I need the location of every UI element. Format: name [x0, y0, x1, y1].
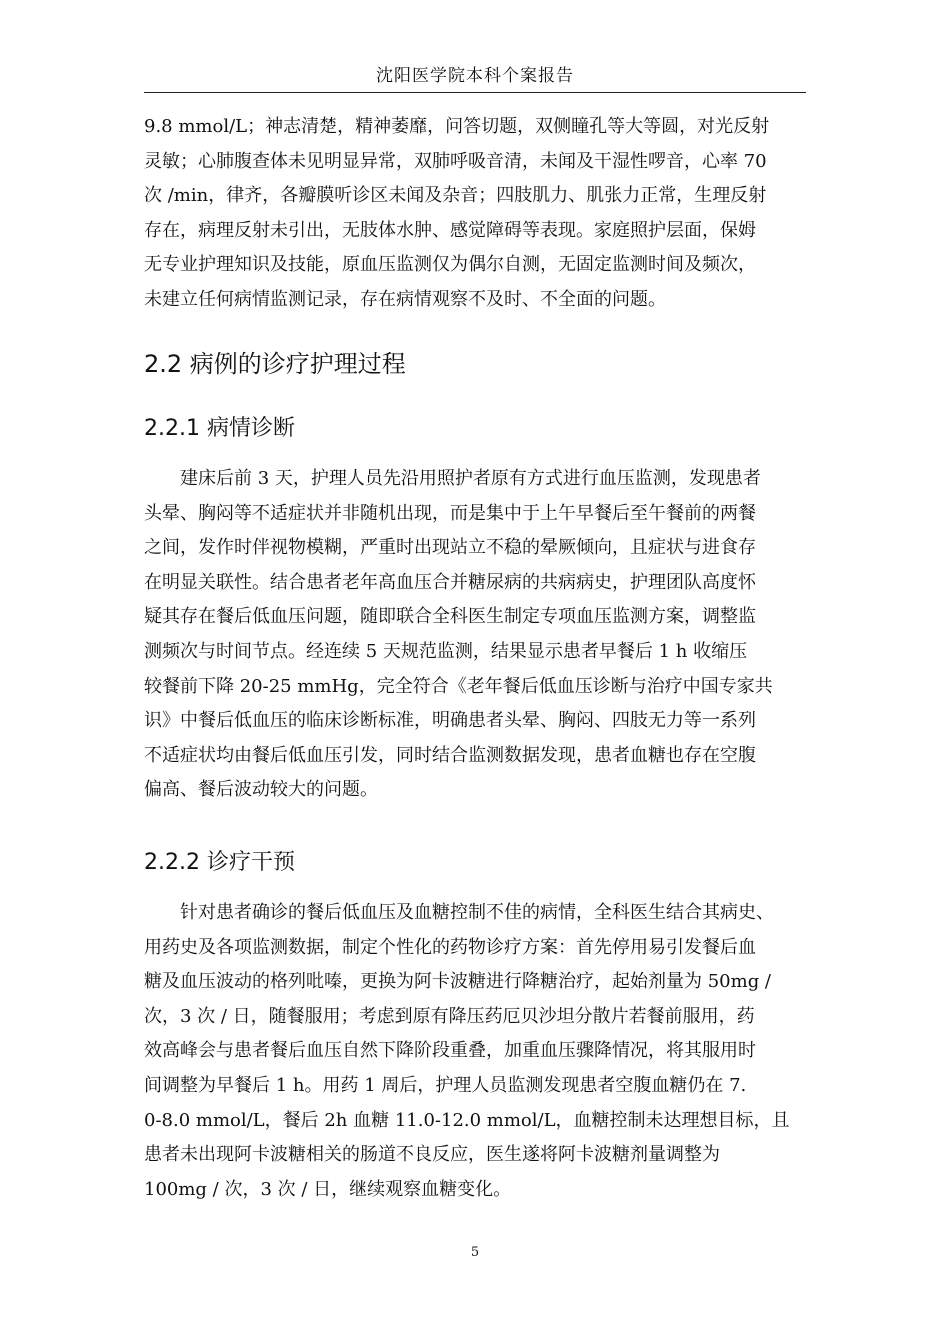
- paragraph-line: 较餐前下降 20-25 mmHg，完全符合《老年餐后低血压诊断与治疗中国专家共: [144, 675, 773, 697]
- section-heading-2-2-1: 2.2.1 病情诊断: [144, 416, 295, 441]
- paragraph-line: 次，3 次 / 日，随餐服用；考虑到原有降压药厄贝沙坦分散片若餐前服用，药: [144, 1005, 755, 1027]
- paragraph-line: 患者未出现阿卡波糖相关的肠道不良反应，医生遂将阿卡波糖剂量调整为: [144, 1144, 720, 1166]
- paragraph-line: 测频次与时间节点。经连续 5 天规范监测，结果显示患者早餐后 1 h 收缩压: [144, 640, 748, 662]
- paragraph-line: 存在，病理反射未引出，无肢体水肿、感觉障碍等表现。家庭照护层面，保姆: [144, 219, 756, 241]
- paragraph-diagnosis: [144, 462, 808, 808]
- paragraph-line: 识》中餐后低血压的临床诊断标准，明确患者头晕、胸闷、四肢无力等一系列: [144, 710, 756, 732]
- paragraph-line: 9.8 mmol/L；神志清楚，精神萎靡，问答切题，双侧瞳孔等大等圆，对光反射: [144, 116, 770, 137]
- page-header: [144, 62, 806, 93]
- paragraph-line: 糖及血压波动的格列吡嗪，更换为阿卡波糖进行降糖治疗，起始剂量为 50mg /: [144, 971, 771, 993]
- section-heading-2-2-2: 2.2.2 诊疗干预: [144, 850, 295, 875]
- paragraph-line: 在明显关联性。结合患者老年高血压合并糖尿病的共病病史，护理团队高度怀: [144, 571, 756, 593]
- paragraph-line: 效高峰会与患者餐后血压自然下降阶段重叠，加重血压骤降情况，将其服用时: [144, 1040, 756, 1062]
- paragraph-line: 建床后前 3 天，护理人员先沿用照护者原有方式进行血压监测，发现患者: [144, 468, 761, 489]
- paragraph-line: 不适症状均由餐后低血压引发，同时结合监测数据发现，患者血糖也存在空腹: [144, 744, 756, 766]
- paragraph-line: 偏高、餐后波动较大的问题。: [144, 779, 378, 801]
- header-title: 沈阳医学院本科个案报告: [376, 66, 574, 86]
- paragraph-line: 间调整为早餐后 1 h。用药 1 周后，护理人员监测发现患者空腹血糖仍在 7.: [144, 1074, 747, 1096]
- paragraph-line: 灵敏；心肺腹查体未见明显异常，双肺呼吸音清，未闻及干湿性啰音，心率 70: [144, 150, 767, 172]
- paragraph-line: 头晕、胸闷等不适症状并非随机出现，而是集中于上午早餐后至午餐前的两餐: [144, 502, 756, 524]
- section-heading-2-2: 2.2 病例的诊疗护理过程: [144, 350, 406, 378]
- paragraph-line: 用药史及各项监测数据，制定个性化的药物诊疗方案：首先停用易引发餐后血: [144, 936, 756, 958]
- paragraph-line: 针对患者确诊的餐后低血压及血糖控制不佳的病情，全科医生结合其病史、: [144, 902, 774, 923]
- paragraph-line: 100mg / 次，3 次 / 日，继续观察血糖变化。: [144, 1178, 512, 1200]
- paragraph-line: 之间，发作时伴视物模糊，严重时出现站立不稳的晕厥倾向，且症状与进食存: [144, 537, 756, 559]
- paragraph-line: 未建立任何病情监测记录，存在病情观察不及时、不全面的问题。: [144, 288, 666, 310]
- paragraph-treatment: [144, 896, 808, 1207]
- paragraph-line: 0-8.0 mmol/L，餐后 2h 血糖 11.0-12.0 mmol/L，血糖控制未达理想目标，且: [144, 1109, 790, 1131]
- paragraph-top: [144, 110, 808, 318]
- paragraph-line: 次 /min，律齐，各瓣膜听诊区未闻及杂音；四肢肌力、肌张力正常，生理反射: [144, 185, 767, 207]
- paragraph-line: 无专业护理知识及技能，原血压监测仅为偶尔自测，无固定监测时间及频次，: [144, 254, 756, 276]
- page-number: 5: [470, 1245, 480, 1260]
- paragraph-line: 疑其存在餐后低血压问题，随即联合全科医生制定专项血压监测方案，调整监: [144, 606, 756, 628]
